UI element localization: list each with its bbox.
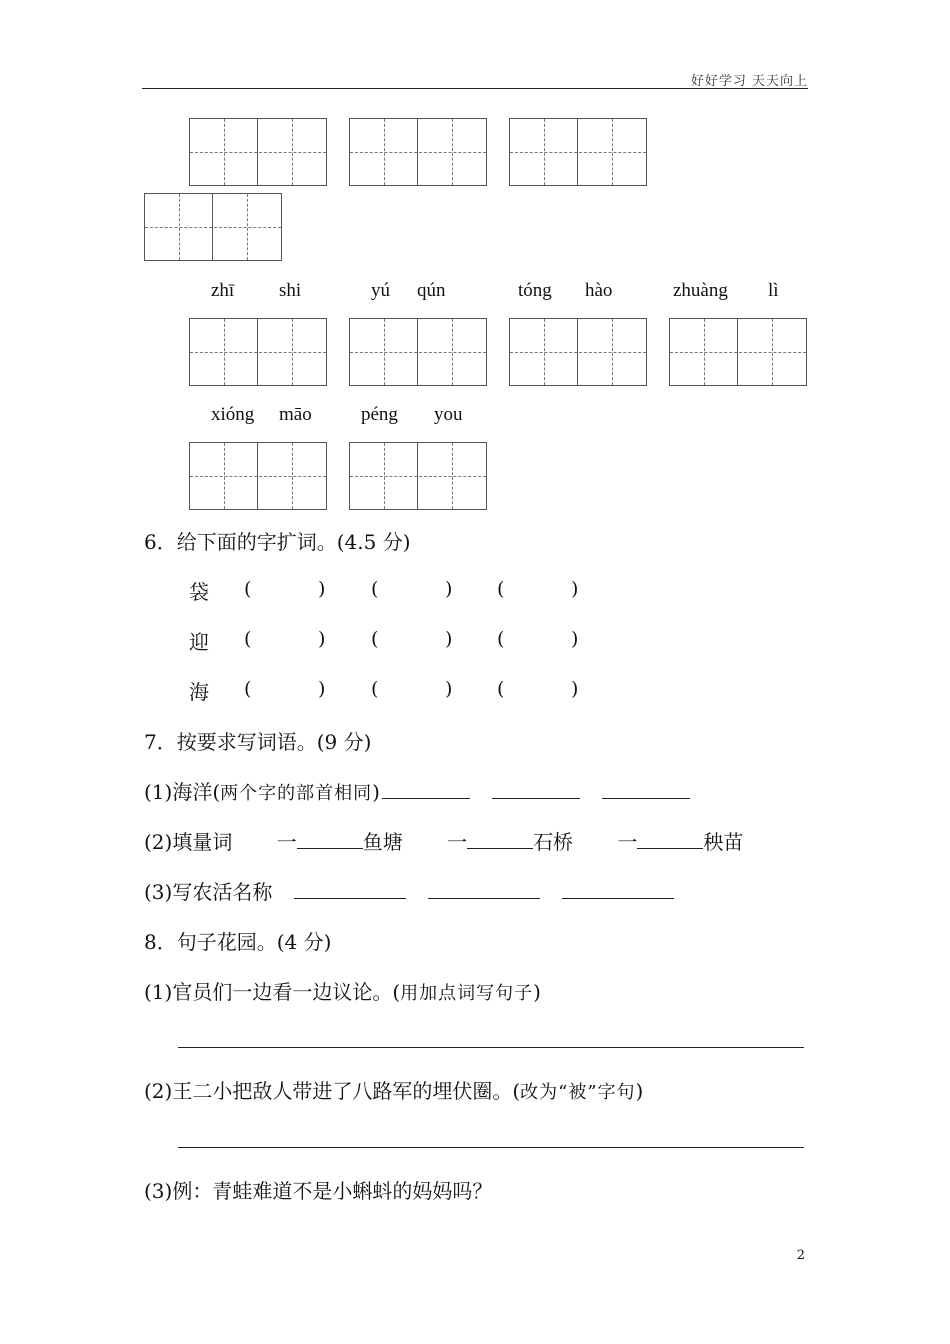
q7-item-1-close: ) [372,780,380,804]
measure-prefix: 一 [447,830,468,854]
pinyin: zhī [211,280,235,301]
answer-blank[interactable] [297,830,363,849]
pinyin: hào [585,280,613,301]
writing-grid[interactable] [669,318,807,386]
q8-item-2-text: (2)王二小把敌人带进了八路军的埋伏圈。( [144,1079,521,1103]
paren-open: ( [371,678,379,700]
question-6-title: 6．给下面的字扩词。(4.5 分) [144,530,411,554]
writing-grid[interactable] [509,118,647,186]
q8-item-2 [144,1075,643,1104]
writing-grid[interactable] [189,318,327,386]
q8-item-1-text: (1)官员们一边看一边议论。( [144,980,401,1004]
pinyin: māo [279,404,312,425]
q6-char: 海 [189,680,209,704]
answer-blank[interactable] [382,780,470,799]
measure-prefix: 一 [276,830,297,854]
pinyin: zhuàng [673,280,728,301]
q7-item-3-label: (3)写农活名称 [144,880,273,904]
pinyin: yú [371,280,390,301]
q8-item-2-note: 改为“被”字句 [520,1082,636,1103]
q7-item-1 [144,776,690,805]
answer-blank[interactable] [492,780,580,799]
pinyin: xióng [211,404,255,425]
answer-blank[interactable] [294,880,406,899]
answer-blank[interactable] [428,880,540,899]
q8-item-2-close: ) [635,1079,644,1103]
paren-open: ( [371,578,379,600]
paren-close: ) [571,628,579,650]
answer-blank[interactable] [467,830,533,849]
pinyin: shi [279,280,302,301]
pinyin: tóng [518,280,552,301]
page-number: 2 [796,1248,805,1263]
paren-open: ( [371,628,379,650]
q8-item-1-note: 用加点词写句子 [400,983,534,1004]
pinyin: qún [417,280,446,301]
answer-blank[interactable] [637,830,703,849]
header-divider [142,88,808,89]
writing-grid[interactable] [349,118,487,186]
writing-grid[interactable] [144,193,282,261]
writing-grid[interactable] [189,118,327,186]
paren-open: ( [497,578,505,600]
paren-open: ( [497,678,505,700]
answer-blank[interactable] [562,880,674,899]
paren-open: ( [244,678,252,700]
q7-item-1-label: (1)海洋( [144,780,221,804]
pinyin: lì [768,280,779,301]
question-7-title: 7．按要求写词语。(9 分) [144,730,372,754]
writing-grid[interactable] [189,442,327,510]
paren-close: ) [445,628,453,650]
answer-line[interactable] [178,1147,804,1148]
measure-prefix: 一 [617,830,638,854]
measure-noun: 鱼塘 [362,830,403,854]
paren-close: ) [318,578,326,600]
measure-noun: 石桥 [533,830,574,854]
answer-blank[interactable] [602,780,690,799]
q8-item-1 [144,976,541,1005]
measure-noun: 秧苗 [703,830,744,854]
writing-grid[interactable] [349,442,487,510]
q8-item-3: (3)例：青蛙难道不是小蝌蚪的妈妈吗？ [144,1179,493,1203]
q7-item-2 [144,826,743,855]
q7-item-2-label: (2)填量词 [144,830,233,854]
q7-item-3 [144,876,674,905]
paren-close: ) [318,678,326,700]
paren-close: ) [571,678,579,700]
paren-close: ) [445,578,453,600]
q8-item-1-close: ) [533,980,541,1004]
q7-item-1-note: 两个字的部首相同 [220,783,373,804]
paren-open: ( [244,628,252,650]
q6-char: 迎 [189,630,209,654]
paren-close: ) [445,678,453,700]
q6-char: 袋 [189,580,209,604]
pinyin: you [434,404,463,425]
paren-close: ) [571,578,579,600]
answer-line[interactable] [178,1047,804,1048]
writing-grid[interactable] [509,318,647,386]
writing-grid[interactable] [349,318,487,386]
pinyin: péng [361,404,398,425]
paren-close: ) [318,628,326,650]
paren-open: ( [244,578,252,600]
question-8-title: 8．句子花园。(4 分) [144,930,332,954]
header-motto: 好好学习 天天向上 [690,74,808,89]
paren-open: ( [497,628,505,650]
